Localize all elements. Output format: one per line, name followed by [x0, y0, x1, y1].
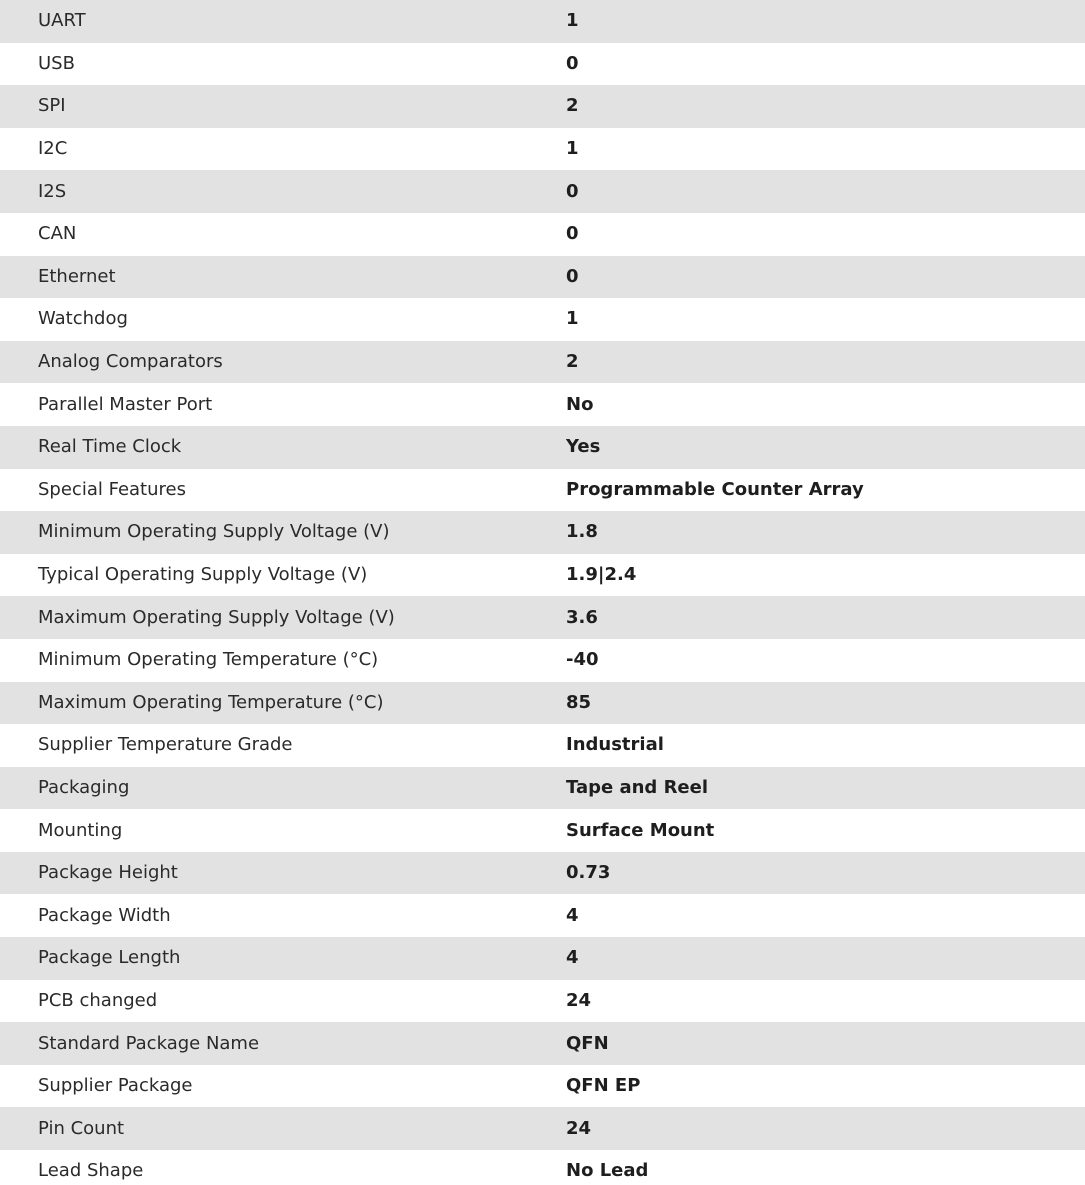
spec-value: 0	[566, 43, 1085, 86]
spec-value: 3.6	[566, 596, 1085, 639]
spec-label: Packaging	[0, 767, 566, 810]
spec-label: CAN	[0, 213, 566, 256]
table-row	[0, 469, 1085, 512]
spec-label: I2S	[0, 170, 566, 213]
spec-label: Special Features	[0, 469, 566, 512]
spec-label: Analog Comparators	[0, 341, 566, 384]
spec-label: Package Width	[0, 894, 566, 937]
spec-value: 1	[566, 0, 1085, 43]
table-row	[0, 809, 1085, 852]
table-row	[0, 639, 1085, 682]
spec-value: 24	[566, 980, 1085, 1023]
spec-value: 0	[566, 256, 1085, 299]
spec-value: Industrial	[566, 724, 1085, 767]
table-row	[0, 383, 1085, 426]
table-row	[0, 724, 1085, 767]
spec-value: No Lead	[566, 1150, 1085, 1185]
table-row	[0, 426, 1085, 469]
spec-value: 0	[566, 170, 1085, 213]
table-row	[0, 298, 1085, 341]
table-row	[0, 213, 1085, 256]
spec-label: Minimum Operating Supply Voltage (V)	[0, 511, 566, 554]
spec-label: Ethernet	[0, 256, 566, 299]
spec-label: Mounting	[0, 809, 566, 852]
spec-label: SPI	[0, 85, 566, 128]
spec-value: 2	[566, 341, 1085, 384]
table-row	[0, 511, 1085, 554]
spec-label: Lead Shape	[0, 1150, 566, 1185]
spec-label: Package Length	[0, 937, 566, 980]
table-row	[0, 852, 1085, 895]
table-row	[0, 0, 1085, 43]
spec-label: Maximum Operating Supply Voltage (V)	[0, 596, 566, 639]
spec-value: 85	[566, 682, 1085, 725]
spec-label: Supplier Package	[0, 1065, 566, 1108]
spec-label: UART	[0, 0, 566, 43]
spec-label: Watchdog	[0, 298, 566, 341]
table-row	[0, 596, 1085, 639]
spec-label: Pin Count	[0, 1107, 566, 1150]
table-row	[0, 1107, 1085, 1150]
spec-label: Real Time Clock	[0, 426, 566, 469]
table-row	[0, 554, 1085, 597]
spec-value: Surface Mount	[566, 809, 1085, 852]
spec-label: Maximum Operating Temperature (°C)	[0, 682, 566, 725]
spec-label: Typical Operating Supply Voltage (V)	[0, 554, 566, 597]
spec-value: Yes	[566, 426, 1085, 469]
spec-label: USB	[0, 43, 566, 86]
table-row	[0, 1022, 1085, 1065]
table-row	[0, 85, 1085, 128]
spec-value: -40	[566, 639, 1085, 682]
table-row	[0, 43, 1085, 86]
table-row	[0, 980, 1085, 1023]
spec-value: 1	[566, 298, 1085, 341]
spec-value: QFN	[566, 1022, 1085, 1065]
spec-label: I2C	[0, 128, 566, 171]
table-row	[0, 128, 1085, 171]
spec-label: PCB changed	[0, 980, 566, 1023]
spec-value: 4	[566, 937, 1085, 980]
table-row	[0, 937, 1085, 980]
spec-label: Supplier Temperature Grade	[0, 724, 566, 767]
spec-value: 2	[566, 85, 1085, 128]
spec-value: 24	[566, 1107, 1085, 1150]
spec-label: Parallel Master Port	[0, 383, 566, 426]
spec-label: Standard Package Name	[0, 1022, 566, 1065]
spec-value: 4	[566, 894, 1085, 937]
spec-value: 1	[566, 128, 1085, 171]
table-row	[0, 341, 1085, 384]
spec-value: QFN EP	[566, 1065, 1085, 1108]
table-row	[0, 682, 1085, 725]
spec-value: 0.73	[566, 852, 1085, 895]
spec-label: Package Height	[0, 852, 566, 895]
spec-label: Minimum Operating Temperature (°C)	[0, 639, 566, 682]
spec-value: 1.8	[566, 511, 1085, 554]
table-row	[0, 170, 1085, 213]
table-row	[0, 256, 1085, 299]
spec-value: Programmable Counter Array	[566, 469, 1085, 512]
table-row	[0, 767, 1085, 810]
table-row	[0, 894, 1085, 937]
table-row	[0, 1065, 1085, 1108]
spec-value: Tape and Reel	[566, 767, 1085, 810]
spec-value: No	[566, 383, 1085, 426]
table-row	[0, 1150, 1085, 1185]
spec-value: 1.9|2.4	[566, 554, 1085, 597]
spec-value: 0	[566, 213, 1085, 256]
